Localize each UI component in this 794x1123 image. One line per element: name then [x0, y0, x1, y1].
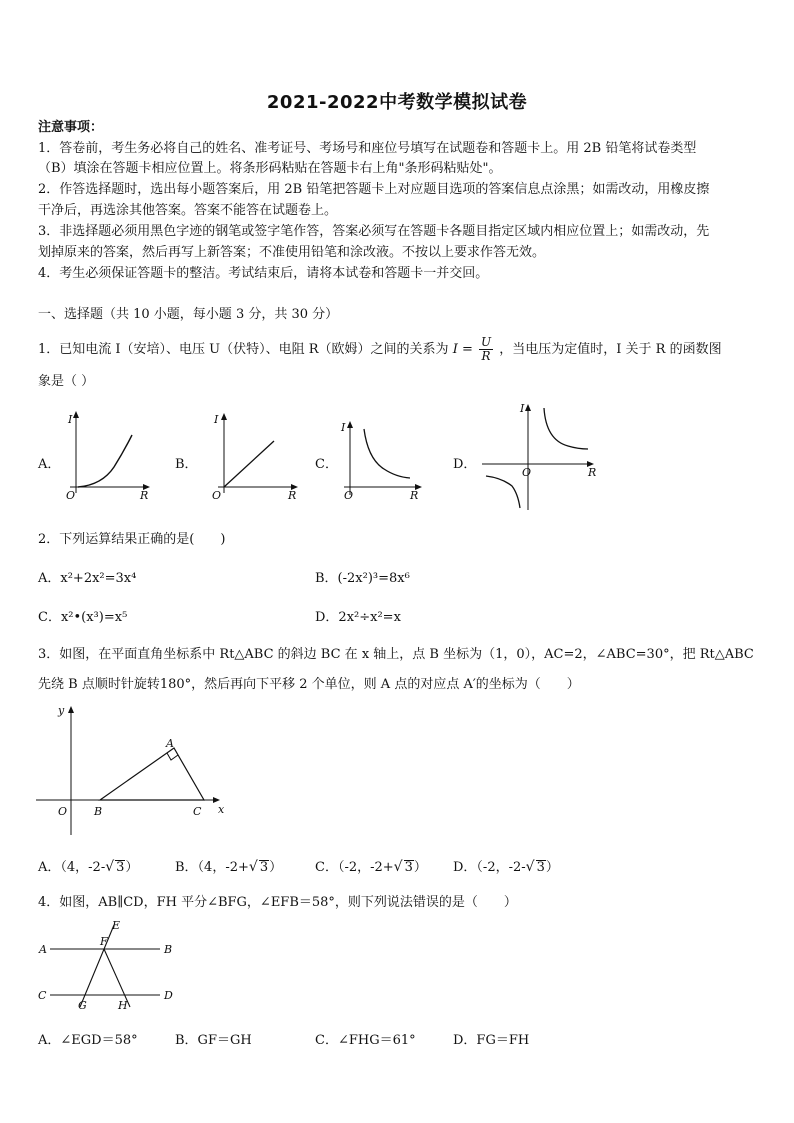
q3-option-b[interactable]: B．（4，-2+√ 3） — [175, 859, 283, 875]
point-a-label: A — [166, 737, 174, 750]
q4-option-c[interactable]: C．∠FHG＝61° — [315, 1033, 416, 1048]
q2-option-b[interactable]: B．(-2x²)³=8x⁶ — [315, 571, 410, 586]
q3-option-a-text: A．（4，-2- — [38, 860, 106, 875]
q3-option-d[interactable]: D．（-2，-2-√ 3） — [453, 859, 559, 875]
axis-r-label: R — [288, 489, 297, 500]
notice-line: 划掉原来的答案，然后再写上新答案；不准使用铅笔和涂改液。不按以上要求作答无效。 — [38, 245, 546, 260]
axis-i-label: I — [214, 413, 219, 426]
q1-graph-a — [62, 405, 152, 500]
q1-option-a-label[interactable]: A． — [38, 457, 61, 472]
y-axis-label: y — [58, 704, 65, 717]
question-2-stem: 2．下列运算结果正确的是( ) — [38, 532, 226, 547]
notice-line: 1．答卷前，考生务必将自己的姓名、准考证号、考场号和座位号填写在试题卷和答题卡上。用 2B 铅笔将试卷类型 — [38, 141, 697, 156]
point-c-label: C — [193, 805, 202, 818]
q3-option-c[interactable]: C．（-2，-2+√ 3） — [315, 859, 427, 875]
q2-option-a[interactable]: A．x²+2x²=3x⁴ — [38, 571, 137, 586]
q4-option-a[interactable]: A．∠EGD＝58° — [38, 1033, 138, 1048]
radicand: 3 — [536, 860, 545, 875]
origin-label: O — [212, 489, 222, 500]
q1-option-b-label[interactable]: B． — [175, 457, 198, 472]
q1-graph-d — [478, 398, 603, 513]
q1-option-c-label[interactable]: C． — [315, 457, 338, 472]
point-c-label: C — [38, 989, 47, 1002]
formula-denominator: R — [481, 349, 491, 363]
axis-r-label: R — [410, 489, 419, 500]
formula-fraction — [479, 336, 493, 363]
radicand: 3 — [259, 860, 269, 875]
close-paren: ） — [413, 860, 427, 875]
close-paren: ） — [125, 860, 139, 875]
point-g-label: G — [78, 999, 87, 1012]
q3-option-b-text: B．（4，-2+ — [175, 860, 249, 875]
origin-label: O — [522, 466, 532, 479]
question-1-stem-c: 象是（ ） — [38, 374, 95, 389]
point-b-label: B — [94, 805, 103, 818]
axis-i-label: I — [341, 421, 346, 434]
q1-graph-c — [340, 415, 430, 500]
question-1-stem-b: ，当电压为定值时，I 关于 R 的函数图 — [499, 342, 722, 357]
formula-lhs: I = — [452, 342, 473, 357]
q3-option-c-text: C．（-2，-2+ — [315, 860, 394, 875]
axis-i-label: I — [520, 402, 525, 415]
q3-figure — [30, 700, 240, 840]
point-f-label: F — [100, 935, 108, 948]
notice-heading: 注意事项： — [38, 120, 104, 135]
origin-label: O — [66, 489, 76, 500]
question-3-stem-b: 先绕 B 点顺时针旋转180°，然后再向下平移 2 个单位，则 A 点的对应点 A′的坐标为（ ） — [38, 677, 580, 692]
point-e-label: E — [112, 919, 121, 932]
section-heading: 一、选择题（共 10 小题，每小题 3 分，共 30 分） — [38, 307, 339, 322]
origin-label: O — [344, 489, 354, 500]
axis-r-label: R — [588, 466, 597, 479]
q1-option-d-label[interactable]: D． — [453, 457, 477, 472]
q2-option-c[interactable]: C．x²•(x³)=x⁵ — [38, 610, 128, 625]
q4-option-d[interactable]: D．FG＝FH — [453, 1033, 530, 1048]
axis-i-label: I — [68, 413, 73, 426]
radicand: 3 — [404, 860, 413, 875]
notice-line: 2．作答选择题时，选出每小题答案后，用 2B 铅笔把答题卡上对应题目选项的答案信息点涂黑；如需改动，用橡皮擦 — [38, 182, 710, 197]
question-4-stem: 4．如图，AB∥CD，FH 平分∠BFG，∠EFB＝58°，则下列说法错误的是（ ） — [38, 895, 517, 910]
question-1-stem-a: 1．已知电流 I（安培）、电压 U（伏特）、电阻 R（欧姆）之间的关系为 — [38, 342, 449, 357]
point-d-label: D — [164, 989, 173, 1002]
notice-line: 4．考生必须保证答题卡的整洁。考试结束后，请将本试卷和答题卡一并交回。 — [38, 266, 489, 281]
point-h-label: H — [118, 999, 128, 1012]
radicand: 3 — [116, 860, 125, 875]
q3-option-d-text: D．（-2，-2- — [453, 860, 526, 875]
point-a-label: A — [39, 943, 47, 956]
origin-label: O — [58, 805, 68, 818]
question-3-stem-a: 3．如图，在平面直角坐标系中 Rt△ABC 的斜边 BC 在 x 轴上，点 B 坐标为（1，0），AC=2，∠ABC=30°，把 Rt△ABC — [38, 647, 754, 662]
question-1-stem — [38, 336, 758, 362]
notice-line: （B）填涂在答题卡相应位置上。将条形码粘贴在答题卡右上角"条形码粘贴处"。 — [38, 161, 502, 176]
formula-numerator: U — [481, 335, 492, 349]
notice-line: 3．非选择题必须用黑色字迹的钢笔或签字笔作答，答案必须写在答题卡各题目指定区域内相应位置上；如需改动，先 — [38, 224, 710, 239]
point-b-label: B — [164, 943, 173, 956]
axis-r-label: R — [140, 489, 149, 500]
x-axis-label: x — [218, 803, 225, 816]
q1-graph-b — [202, 405, 302, 500]
close-paren: ） — [545, 860, 559, 875]
q2-option-d[interactable]: D．2x²÷x²=x — [315, 610, 401, 625]
q3-option-a[interactable]: A．（4，-2-√ 3） — [38, 859, 139, 875]
notice-line: 干净后，再选涂其他答案。答案不能答在试题卷上。 — [38, 203, 338, 218]
page-title: 2021-2022中考数学模拟试卷 — [266, 92, 528, 113]
close-paren: ） — [269, 860, 283, 875]
q4-option-b[interactable]: B．GF＝GH — [175, 1033, 252, 1048]
q4-figure — [30, 915, 190, 1015]
